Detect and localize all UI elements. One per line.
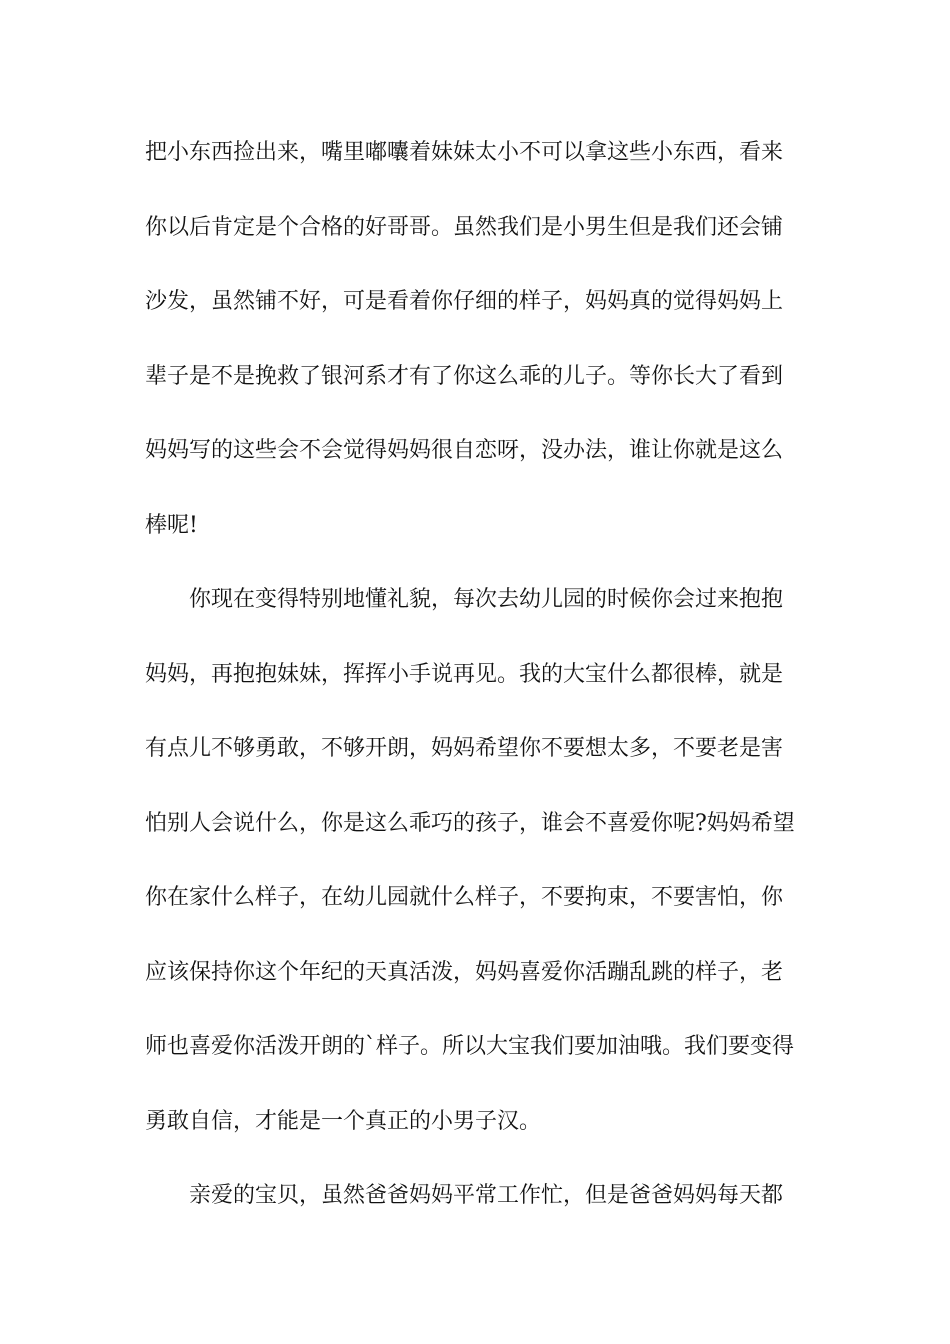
text-line-12: 应该保持你这个年纪的天真活泼，妈妈喜爱你活蹦乱跳的样子，老 xyxy=(145,959,784,985)
paragraph-start-line-7: 你现在变得特别地懂礼貌，每次去幼儿园的时候你会过来抱抱 xyxy=(189,587,784,612)
paragraph-start-line-15: 亲爱的宝贝，虽然爸爸妈妈平常工作忙，但是爸爸妈妈每天都 xyxy=(189,1183,784,1208)
text-line-9: 有点儿不够勇敢，不够开朗，妈妈希望你不要想太多，不要老是害 xyxy=(145,736,784,761)
text-line-11: 你在家什么样子，在幼儿园就什么样子，不要拘束，不要害怕，你 xyxy=(145,885,784,910)
text-line-10: 怕别人会说什么，你是这么乖巧的孩子，谁会不喜爱你呢?妈妈希望 xyxy=(145,810,795,836)
text-line-4: 辈子是不是挽救了银河系才有了你这么乖的儿子。等你长大了看到 xyxy=(145,363,784,389)
text-line-3: 沙发，虽然铺不好，可是看着你仔细的样子，妈妈真的觉得妈妈上 xyxy=(145,289,784,314)
body-text xyxy=(145,133,810,1251)
text-line-2: 你以后肯定是个合格的好哥哥。虽然我们是小男生但是我们还会铺 xyxy=(145,214,784,240)
text-line-6: 棒呢! xyxy=(145,512,198,538)
text-line-5: 妈妈写的这些会不会觉得妈妈很自恋呀，没办法，谁让你就是这么 xyxy=(145,438,784,463)
text-line-8: 妈妈，再抱抱妹妹，挥挥小手说再见。我的大宝什么都很棒，就是 xyxy=(145,661,784,687)
text-line-13: 师也喜爱你活泼开朗的`样子。所以大宝我们要加油哦。我们要变得 xyxy=(145,1034,795,1059)
text-line-14: 勇敢自信，才能是一个真正的小男子汉。 xyxy=(145,1108,542,1134)
text-line-1: 把小东西捡出来，嘴里嘟囔着妹妹太小不可以拿这些小东西，看来 xyxy=(145,140,784,165)
